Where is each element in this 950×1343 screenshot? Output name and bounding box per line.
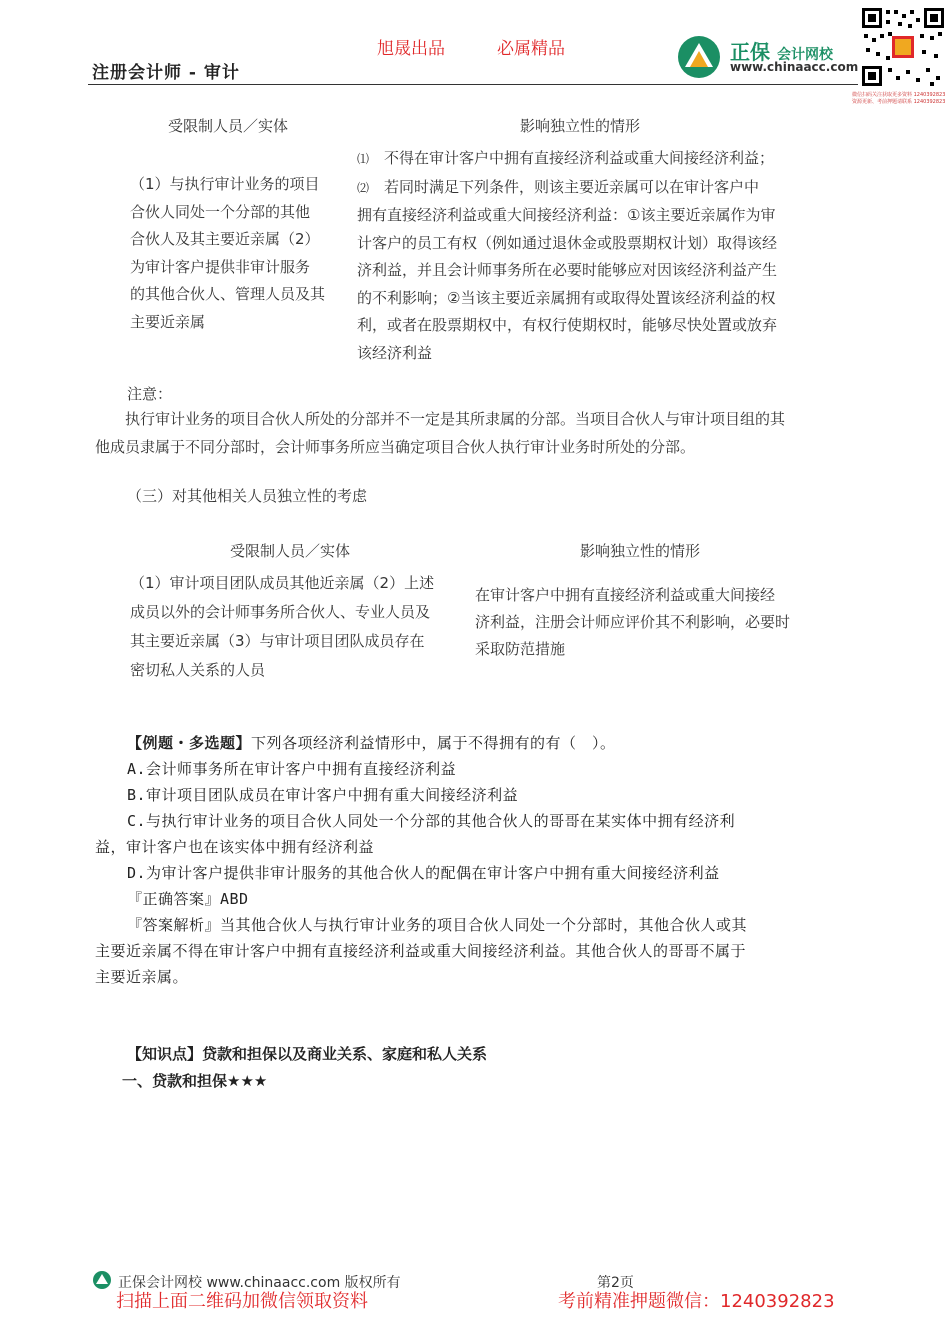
table1-right-line: 计客户的员工有权（例如通过退休金或股票期权计划）取得该经 xyxy=(357,233,778,252)
table2-left-line: 其主要近亲属（3）与审计项目团队成员存在 xyxy=(130,632,425,650)
answer-analysis-line: 主要近亲属不得在审计客户中拥有直接经济利益或重大间接经济利益。其他合伙人的哥哥不属于 xyxy=(95,942,747,960)
table2-left-line: 成员以外的会计师事务所合伙人、专业人员及 xyxy=(130,603,431,621)
qr-caption: 微信扫码关注获取更多资料 1240392823 资源更新、考前押题请联系 1240392823 xyxy=(852,92,946,105)
table1-right-line: 利，或者在股票期权中，有权行使期权时，能够尽快处置或放弃 xyxy=(357,316,778,334)
table1-left-cell xyxy=(130,171,350,336)
promo-right: 考前精准押题微信：1240392823 xyxy=(558,1291,835,1312)
answer-analysis-line: 『答案解析』当其他合伙人与执行审计业务的项目合伙人同处一个分部时，其他合伙人或其 xyxy=(127,916,748,934)
table1-right-line: 该经济利益 xyxy=(357,343,433,362)
table2-right-line: 济利益，注册会计师应评价其不利影响，必要时 xyxy=(475,613,791,631)
answer-analysis-line: 主要近亲属。 xyxy=(95,968,189,986)
table2-right-line: 在审计客户中拥有直接经济利益或重大间接经 xyxy=(475,586,776,604)
table2-header-left: 受限制人员／实体 xyxy=(230,542,351,560)
option-c-continued: 益，审计客户也在该实体中拥有经济利益 xyxy=(95,838,375,856)
option-a: A.会计师事务所在审计客户中拥有直接经济利益 xyxy=(127,760,457,778)
note-body xyxy=(95,405,865,461)
brand-url: www.chinaacc.com xyxy=(730,60,859,74)
table2-right-line: 采取防范措施 xyxy=(475,640,566,658)
example-options xyxy=(95,756,875,990)
table1-left-line: 合伙人及其主要近亲属（2） xyxy=(130,230,320,248)
option-c: C.与执行审计业务的项目合伙人同处一个分部的其他合伙人的哥哥在某实体中拥有经济利 xyxy=(127,812,736,830)
table1-header-right: 影响独立性的情形 xyxy=(520,117,641,135)
table1-right-line: 拥有直接经济利益或重大间接经济利益：①该主要近亲属作为审 xyxy=(357,206,776,224)
table2-left-line: 密切私人关系的人员 xyxy=(130,661,266,679)
table2-right-cell xyxy=(475,582,835,663)
table1-left-line: 合伙人同处一个分部的其他 xyxy=(130,202,311,221)
section-title: （三）对其他相关人员独立性的考虑 xyxy=(127,487,368,505)
correct-answer: 『正确答案』ABD xyxy=(127,890,249,908)
example-question xyxy=(127,730,616,756)
table2-left-line: （1）审计项目团队成员其他近亲属（2）上述 xyxy=(130,574,435,592)
note-line: 执行审计业务的项目合伙人所处的分部并不一定是其所隶属的分部。当项目合伙人与审计项目组的其 xyxy=(125,410,786,428)
promo-left: 扫描上面二维码加微信领取资料 xyxy=(116,1291,368,1312)
table2-header-right: 影响独立性的情形 xyxy=(580,542,701,560)
brand-logo-icon xyxy=(676,34,722,80)
course-title: 注册会计师 - 审计 xyxy=(92,63,240,83)
table1-right-line: 的不利影响；②当该主要近亲属拥有或取得处置该经济利益的权 xyxy=(357,288,776,307)
table2-left-cell xyxy=(130,569,470,685)
knowledge-title: 【知识点】贷款和担保以及商业关系、家庭和私人关系 xyxy=(127,1045,488,1063)
table1-left-line: 的其他合伙人、管理人员及其 xyxy=(130,285,326,303)
table1-left-line: 主要近亲属 xyxy=(130,312,206,331)
tagline-right: 必属精品 xyxy=(497,39,565,59)
note-line: 他成员隶属于不同分部时，会计师事务所应当确定项目合伙人执行审计业务时所处的分部。 xyxy=(95,438,696,456)
footer-logo-icon xyxy=(92,1270,112,1290)
table1-right-line: ⑵ 若同时满足下列条件，则该主要近亲属可以在审计客户中 xyxy=(357,177,760,196)
table1-left-line: 为审计客户提供非审计服务 xyxy=(130,257,311,276)
option-b: B.审计项目团队成员在审计客户中拥有重大间接经济利益 xyxy=(127,786,519,804)
footer-copyright: 正保会计网校 www.chinaacc.com 版权所有 xyxy=(118,1275,401,1291)
qr-code-icon xyxy=(860,6,946,88)
page-number: 第2页 xyxy=(597,1275,634,1291)
header-divider xyxy=(88,84,858,85)
note-label: 注意： xyxy=(127,385,173,403)
brand-name: 正保 会计网校 xyxy=(730,40,833,64)
tagline-left: 旭晟出品 xyxy=(377,39,445,59)
table1-left-line: （1）与执行审计业务的项目 xyxy=(130,175,320,193)
table1-right-cell xyxy=(357,145,837,367)
knowledge-subtitle: 一、贷款和担保★★★ xyxy=(122,1072,268,1090)
table1-header-left: 受限制人员／实体 xyxy=(168,117,289,135)
table1-right-line: ⑴ 不得在审计客户中拥有直接经济利益或重大间接经济利益； xyxy=(357,149,775,167)
example-question-text: 下列各项经济利益情形中，属于不得拥有的有（ ）。 xyxy=(251,734,616,752)
table1-right-line: 济利益，并且会计师事务所在必要时能够应对因该经济利益产生 xyxy=(357,261,778,279)
option-d: D.为审计客户提供非审计服务的其他合伙人的配偶在审计客户中拥有重大间接经济利益 xyxy=(127,864,720,882)
example-tag: 【例题・多选题】 xyxy=(127,734,252,752)
